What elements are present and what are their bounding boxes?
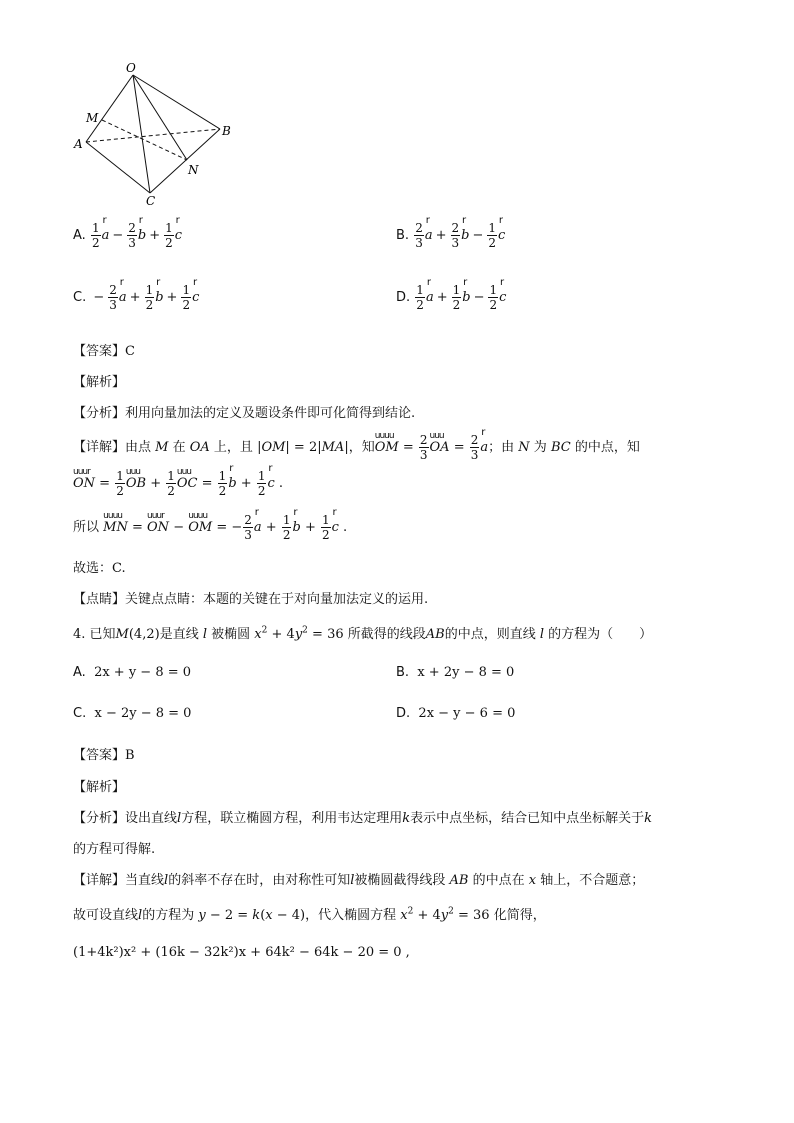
label-C: C — [146, 194, 156, 208]
q3-dianjing: 【点睛】关键点点睛：本题的关键在于对向量加法定义的运用. — [73, 592, 429, 607]
q4-stem: 4. 已知M(4,2)是直线 l 被椭圆 $x^2 + 4y^2 = 36$ 所截得的线段AB的中点，则直线 l 的方程为（ ） — [73, 625, 653, 642]
q4-detail-line2: 故可设直线l的方程为 y − 2 = k(x − 4)，代入椭圆方程 $x^2 + 4y^2 = 36$ 化简得， — [73, 906, 546, 923]
edge-OA — [86, 75, 133, 142]
label-A: A — [74, 137, 83, 151]
q4-final-equation: (1+4k²)x² + (16k − 32k²)x + 64k² − 64k − 20 = 0 , — [73, 945, 410, 960]
q3-option-d: D. 1 r 2 a + 1 r 2 b − 1 r 2 c — [396, 277, 507, 312]
edge-BC — [150, 129, 220, 193]
q3-fenxi: 【分析】利用向量加法的定义及题设条件即可化简得到结论. — [73, 406, 416, 421]
q3-detail-line2: uuur ON = $\frac{1}{2}$ uuu OB + $\frac{1}{2}$ uuu OC = 1 r 2 b + 1 r 2 c . — [73, 463, 283, 498]
q4-answer: 【答案】B — [73, 748, 135, 763]
q4-option-a: A. 2x + y − 8 = 0 — [73, 665, 192, 680]
q4-option-b: B. x + 2y − 8 = 0 — [396, 665, 515, 680]
q3-detail-line1: 【详解】由点 M 在 OA 上，且 |OM| = 2|MA|，知 uuuu OM = $\frac{2}{3}$ uuu OA = 2 r 3 a；由 N 为 BC 的中点，知 — [73, 427, 640, 462]
q3-option-c: C. − 2 r 3 a + 1 r 2 b + 1 r 2 c — [73, 277, 200, 312]
q3-detail-line3: 所以 uuuu MN = uuur ON − uuuu OM = − 2 r 3 a + 1 r 2 b + 1 r 2 c . — [73, 507, 348, 542]
label-O: O — [126, 61, 136, 75]
tetrahedron-figure — [66, 58, 246, 208]
q4-option-d: D. 2x − y − 6 = 0 — [396, 706, 516, 721]
label-B: B — [222, 124, 231, 138]
q3-guxuan: 故选：C. — [73, 561, 126, 576]
q4-analysis-head: 【解析】 — [73, 780, 126, 795]
q4-detail-line1: 【详解】当直线l的斜率不存在时，由对称性可知l被椭圆截得线段 AB 的中点在 x 轴上，不合题意； — [73, 873, 645, 888]
q3-option-b: B. 2 r 3 a + 2 r 3 b − 1 r 2 c — [396, 215, 506, 250]
edge-OB — [133, 75, 220, 129]
edge-AC — [86, 142, 150, 193]
q4-option-c: C. x − 2y − 8 = 0 — [73, 706, 192, 721]
label-M: M — [86, 111, 99, 125]
q4-fenxi-line1: 【分析】设出直线l方程，联立椭圆方程，利用韦达定理用k表示中点坐标，结合已知中点坐标解关于k — [73, 811, 652, 826]
q3-answer: 【答案】C — [73, 344, 135, 359]
label-N: N — [188, 163, 199, 177]
q3-option-a: A. 1 r 2 a − 2 r 3 b + 1 r 2 c — [73, 215, 183, 250]
q4-fenxi-line2: 的方程可得解. — [73, 842, 156, 857]
edge-OC — [133, 75, 150, 193]
q3-analysis-head: 【解析】 — [73, 375, 126, 390]
edge-AB-dashed — [86, 129, 220, 142]
